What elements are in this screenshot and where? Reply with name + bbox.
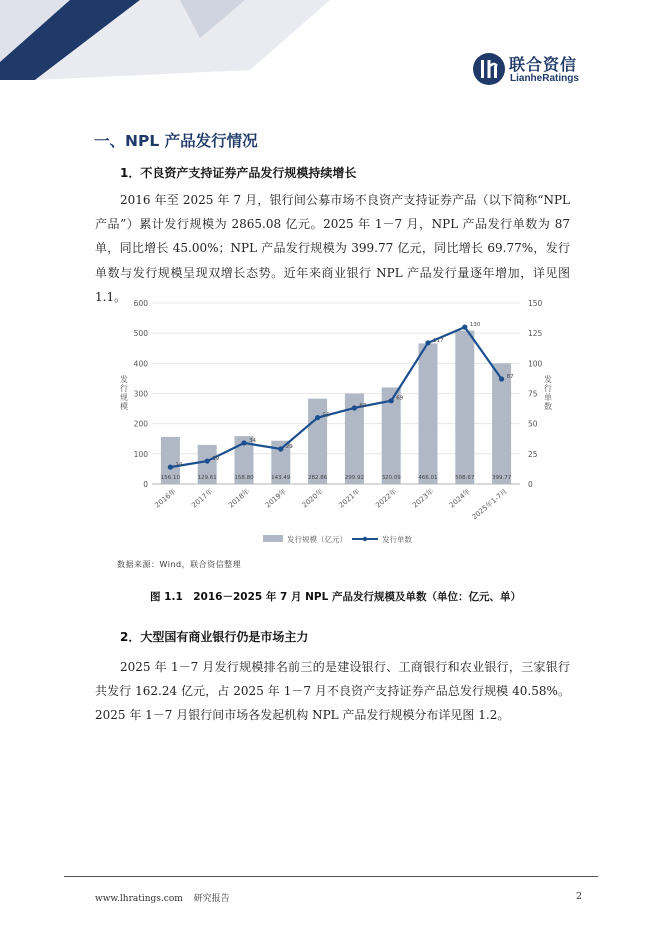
category-label: 2020年 [300, 487, 325, 510]
logo-chinese-name: 联合资信 [509, 55, 578, 74]
line-data-label: 29 [285, 444, 293, 451]
subsection-1-title: 1．不良资产支持证券产品发行规模持续增长 [120, 166, 357, 180]
line-point [499, 376, 504, 381]
chart-line-series [168, 325, 504, 470]
legend-bar-swatch [263, 535, 283, 542]
line-data-label: 63 [359, 402, 367, 409]
npl-issuance-chart [100, 290, 570, 555]
right-axis-tick: 150 [528, 299, 543, 308]
left-axis-tick: 600 [133, 299, 148, 308]
figure-caption: 图 1.1 2016－2025 年 7 月 NPL 产品发行规模及单数（单位：亿元、单） [150, 591, 521, 603]
subsection-1-paragraph: 2016 年至 2025 年 7 月，银行间公募市场不良资产支持证券产品（以下简称“NPL 产品”）累计发行规模为 2865.08 亿元。2025 年 1－7 月，NPL 产品发行单数为 87 单，同比增长 45.00%；NPL 产品发行规模为 399.77 亿元，同比增长 69.77%，发行单数与发行规模呈现双增长态势。近年来商业银行 NPL 产品发行量逐年增加，详见图 1.1。 [95, 193, 570, 304]
line-data-label: 87 [506, 374, 514, 381]
footer-website-link[interactable]: www.lhratings.com [95, 894, 183, 904]
right-axis-tick: 0 [528, 480, 533, 489]
line-data-label: 117 [433, 337, 444, 344]
logo-english-name: LianheRatings [510, 73, 579, 84]
line-data-label: 55 [322, 412, 330, 419]
bar-data-label: 466.01 [418, 475, 438, 481]
line-point [205, 458, 210, 463]
left-axis-tick: 100 [133, 449, 148, 459]
bar-data-label: 143.49 [271, 475, 291, 481]
bar-data-label: 158.80 [234, 475, 254, 481]
subsection-2-paragraph: 2025 年 1－7 月发行规模排名前三的是建设银行、工商银行和农业银行，三家银行共发行 162.24 亿元，占 2025 年 1－7 月不良资产支持证券产品总发行规模 40.58%。2025 年 1－7 月银行间市场各发起机构 NPL 产品发行规模分布详见图 1.2。 [95, 660, 570, 723]
left-axis-title: 发行规模 [120, 375, 128, 411]
bar [455, 331, 474, 484]
bar-data-label: 282.86 [307, 475, 328, 481]
line-point [168, 465, 173, 470]
lianhe-logo-icon [472, 52, 506, 86]
line-data-label: 14 [175, 462, 183, 469]
category-label: 2018年 [227, 487, 252, 510]
category-label: 2022年 [374, 487, 399, 510]
left-axis-tick: 400 [133, 359, 148, 369]
data-source-note: 数据来源：Wind，联合资信整理 [117, 560, 242, 569]
bar-data-label: 156.10 [160, 475, 181, 481]
section-title: 一、NPL 产品发行情况 [94, 132, 258, 150]
bar-data-label: 399.77 [491, 475, 512, 481]
line-point [241, 440, 246, 445]
chart-axes [120, 299, 552, 521]
footer-divider [64, 876, 598, 877]
legend-line-label: 发行单数 [382, 535, 412, 544]
line-point [425, 340, 430, 345]
line-point [389, 398, 394, 403]
category-label: 2019年 [263, 487, 289, 510]
left-axis-tick: 300 [133, 389, 148, 399]
right-axis-tick: 25 [528, 449, 538, 459]
chart-legend [263, 534, 412, 544]
page-number: 2 [576, 891, 583, 902]
line-data-label: 130 [469, 322, 481, 329]
right-axis-title: 发行单数 [544, 375, 552, 411]
category-label: 2016年 [153, 487, 178, 510]
footer-doc-type: 研究报告 [193, 894, 230, 904]
line-point [278, 446, 283, 451]
line-path [170, 327, 501, 467]
category-label: 2023年 [411, 487, 436, 510]
bar [419, 343, 438, 484]
left-axis-tick: 500 [133, 329, 148, 339]
right-axis-tick: 125 [528, 329, 543, 339]
subsection-2-title: 2．大型国有商业银行仍是市场主力 [120, 630, 309, 644]
right-axis-tick: 50 [528, 419, 538, 429]
bar [308, 399, 327, 484]
bar-data-label: 508.67 [455, 475, 475, 481]
chart-bar-labels [161, 475, 512, 481]
left-axis-tick: 0 [143, 480, 148, 489]
right-axis-tick: 75 [528, 389, 538, 399]
bar-data-label: 299.92 [344, 475, 365, 481]
category-label: 2021年 [337, 487, 362, 510]
category-label: 2025年1-7月 [470, 487, 509, 522]
header-decoration [0, 0, 330, 80]
left-axis-tick: 200 [133, 419, 148, 429]
line-data-label: 34 [249, 437, 256, 444]
legend-line-marker [363, 537, 367, 541]
company-logo [472, 52, 602, 88]
category-label: 2017年 [190, 487, 215, 510]
footer-info [95, 891, 238, 904]
category-label: 2024年 [447, 487, 473, 510]
line-point [315, 415, 320, 420]
line-point [462, 325, 467, 330]
line-data-label: 19 [212, 456, 220, 463]
legend-bar-label: 发行规模（亿元） [287, 535, 347, 544]
bar-data-label: 129.61 [197, 475, 217, 481]
bar-data-label: 320.09 [381, 475, 401, 481]
line-point [352, 405, 357, 410]
line-data-label: 69 [396, 395, 404, 402]
right-axis-tick: 100 [528, 359, 543, 369]
